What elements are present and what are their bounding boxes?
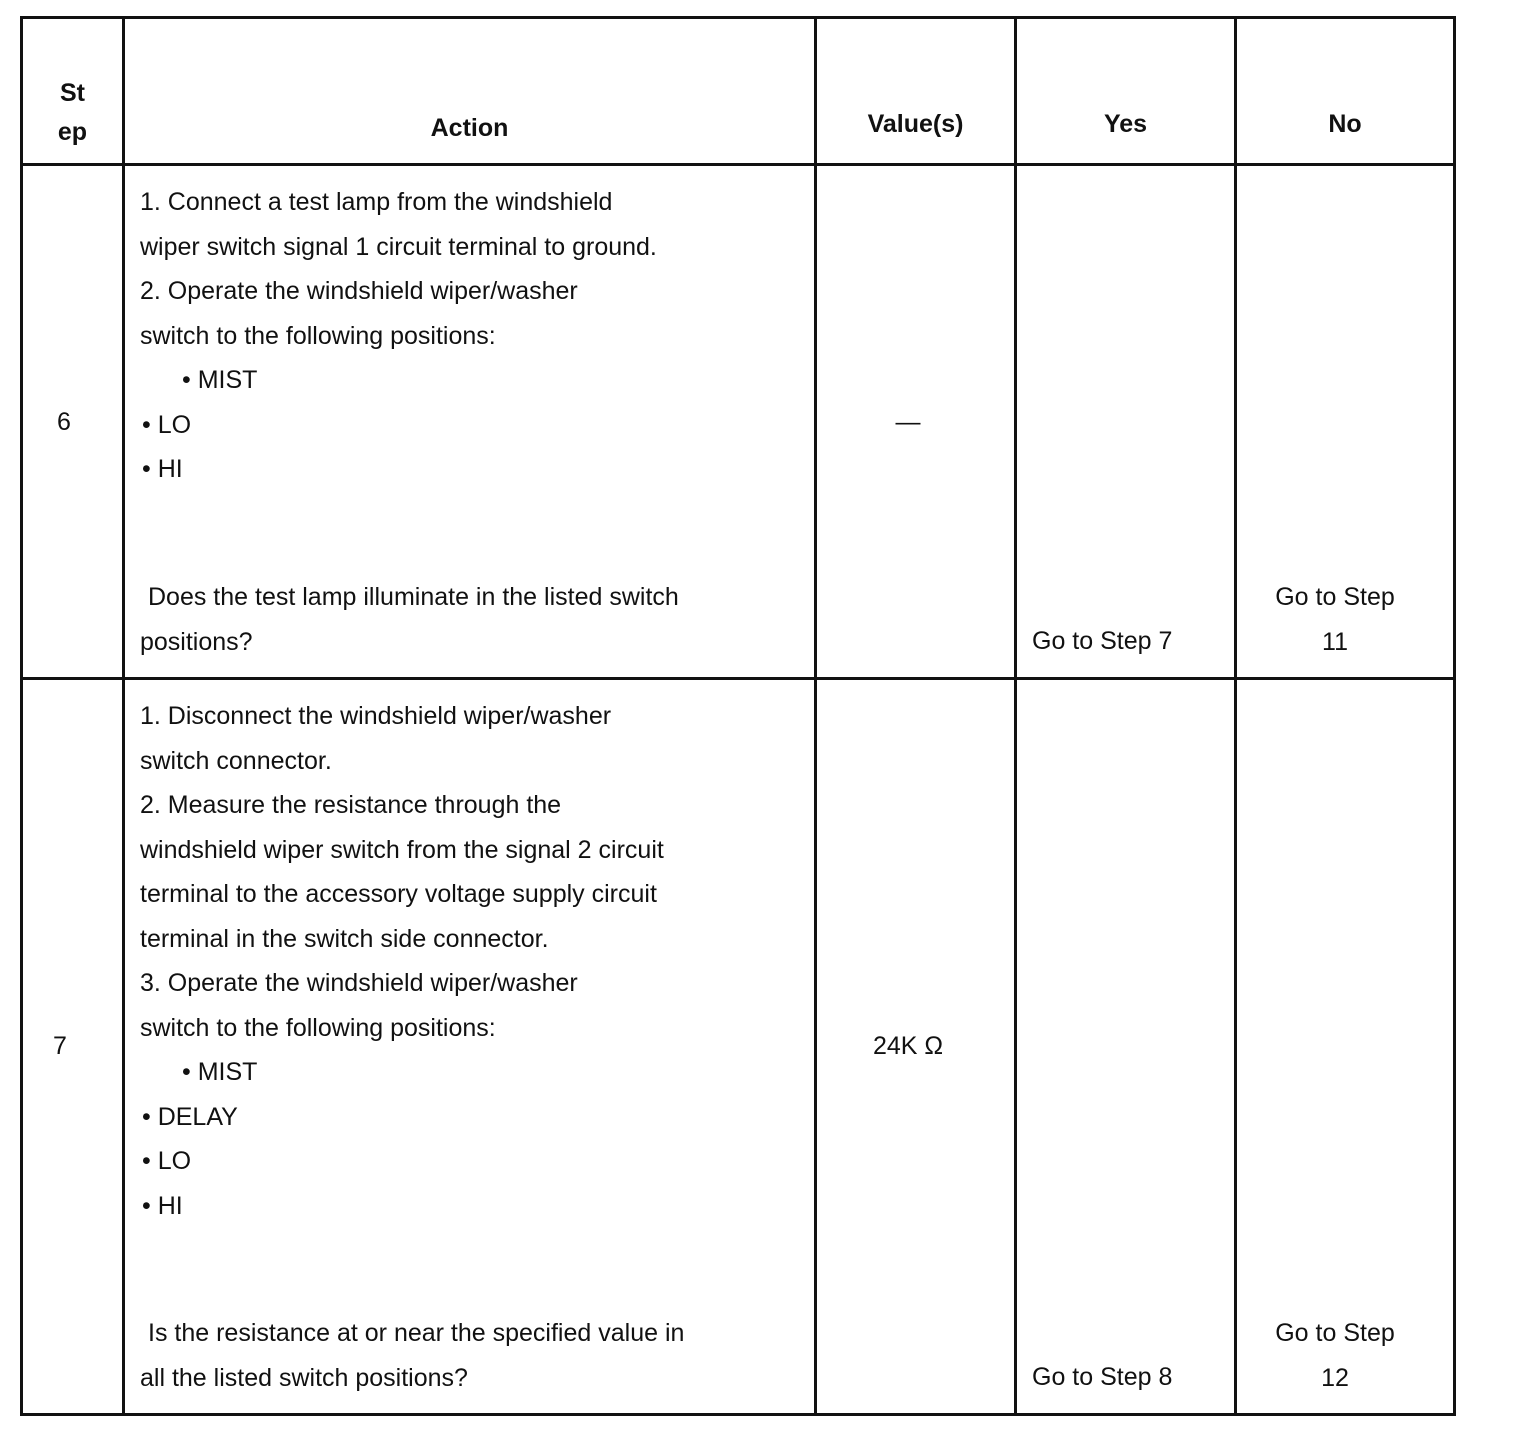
no-line: Go to Step [1275,1319,1395,1347]
table-border-top [20,16,1456,19]
action-line: 2. Operate the windshield wiper/washer [140,277,578,305]
row-divider [20,677,1456,680]
table-border-left [20,16,23,1416]
action-line: wiper switch signal 1 circuit terminal to ground. [140,232,657,261]
action-question [140,1311,684,1400]
action-line: switch to the following positions: [140,1013,496,1042]
no-line: 12 [1321,1363,1349,1392]
action-bullet: • HI [142,455,183,483]
action-bullet: • LO [142,1147,192,1175]
action-line: 1. Disconnect the windshield wiper/washer [140,702,612,730]
no-line: Go to Step [1275,583,1395,611]
column-divider [1234,16,1237,1416]
yes-cell: Go to Step 8 [1032,1363,1173,1391]
header-step [23,74,122,152]
table-border-bottom [20,1413,1456,1416]
column-divider [814,16,817,1416]
action-text [140,694,664,1228]
header-no: No [1328,110,1362,138]
action-line: switch connector. [140,746,332,775]
value-cell: — [895,408,921,436]
no-line: 11 [1322,627,1348,656]
action-line: switch to the following positions: [140,321,496,350]
header-divider [20,163,1456,166]
action-text [140,180,657,492]
action-line: windshield wiper switch from the signal 2 circuit [140,835,664,864]
no-cell [1237,575,1433,664]
column-divider [122,16,125,1416]
header-yes: Yes [1103,110,1148,138]
question-line: all the listed switch positions? [140,1363,468,1392]
action-bullet: • MIST [182,1058,258,1086]
action-line: terminal in the switch side connector. [140,924,549,953]
action-bullet: • HI [142,1191,183,1220]
header-values: Value(s) [867,110,964,138]
question-line: Does the test lamp illuminate in the listed switch [148,583,679,611]
question-line: Is the resistance at or near the specified value in [148,1319,685,1347]
step-number: 6 [57,408,71,436]
action-line: terminal to the accessory voltage supply circuit [140,880,657,908]
action-bullet: • LO [142,410,192,439]
header-action: Action [430,114,509,142]
yes-cell: Go to Step 7 [1032,627,1173,655]
action-line: 2. Measure the resistance through the [140,791,562,819]
action-line: 1. Connect a test lamp from the windshield [140,188,613,216]
action-bullet: • DELAY [142,1102,238,1131]
action-bullet: • MIST [182,366,258,394]
step-number: 7 [53,1032,67,1060]
action-line: 3. Operate the windshield wiper/washer [140,969,578,997]
header-step-line1: St [60,79,85,107]
value-cell: 24K Ω [872,1032,944,1060]
no-cell [1237,1311,1433,1400]
question-line: positions? [140,627,253,656]
header-step-line2: ep [57,118,88,146]
table-border-right [1453,16,1456,1416]
diagnostic-table [20,16,1456,1416]
action-question [140,575,679,664]
column-divider [1014,16,1017,1416]
